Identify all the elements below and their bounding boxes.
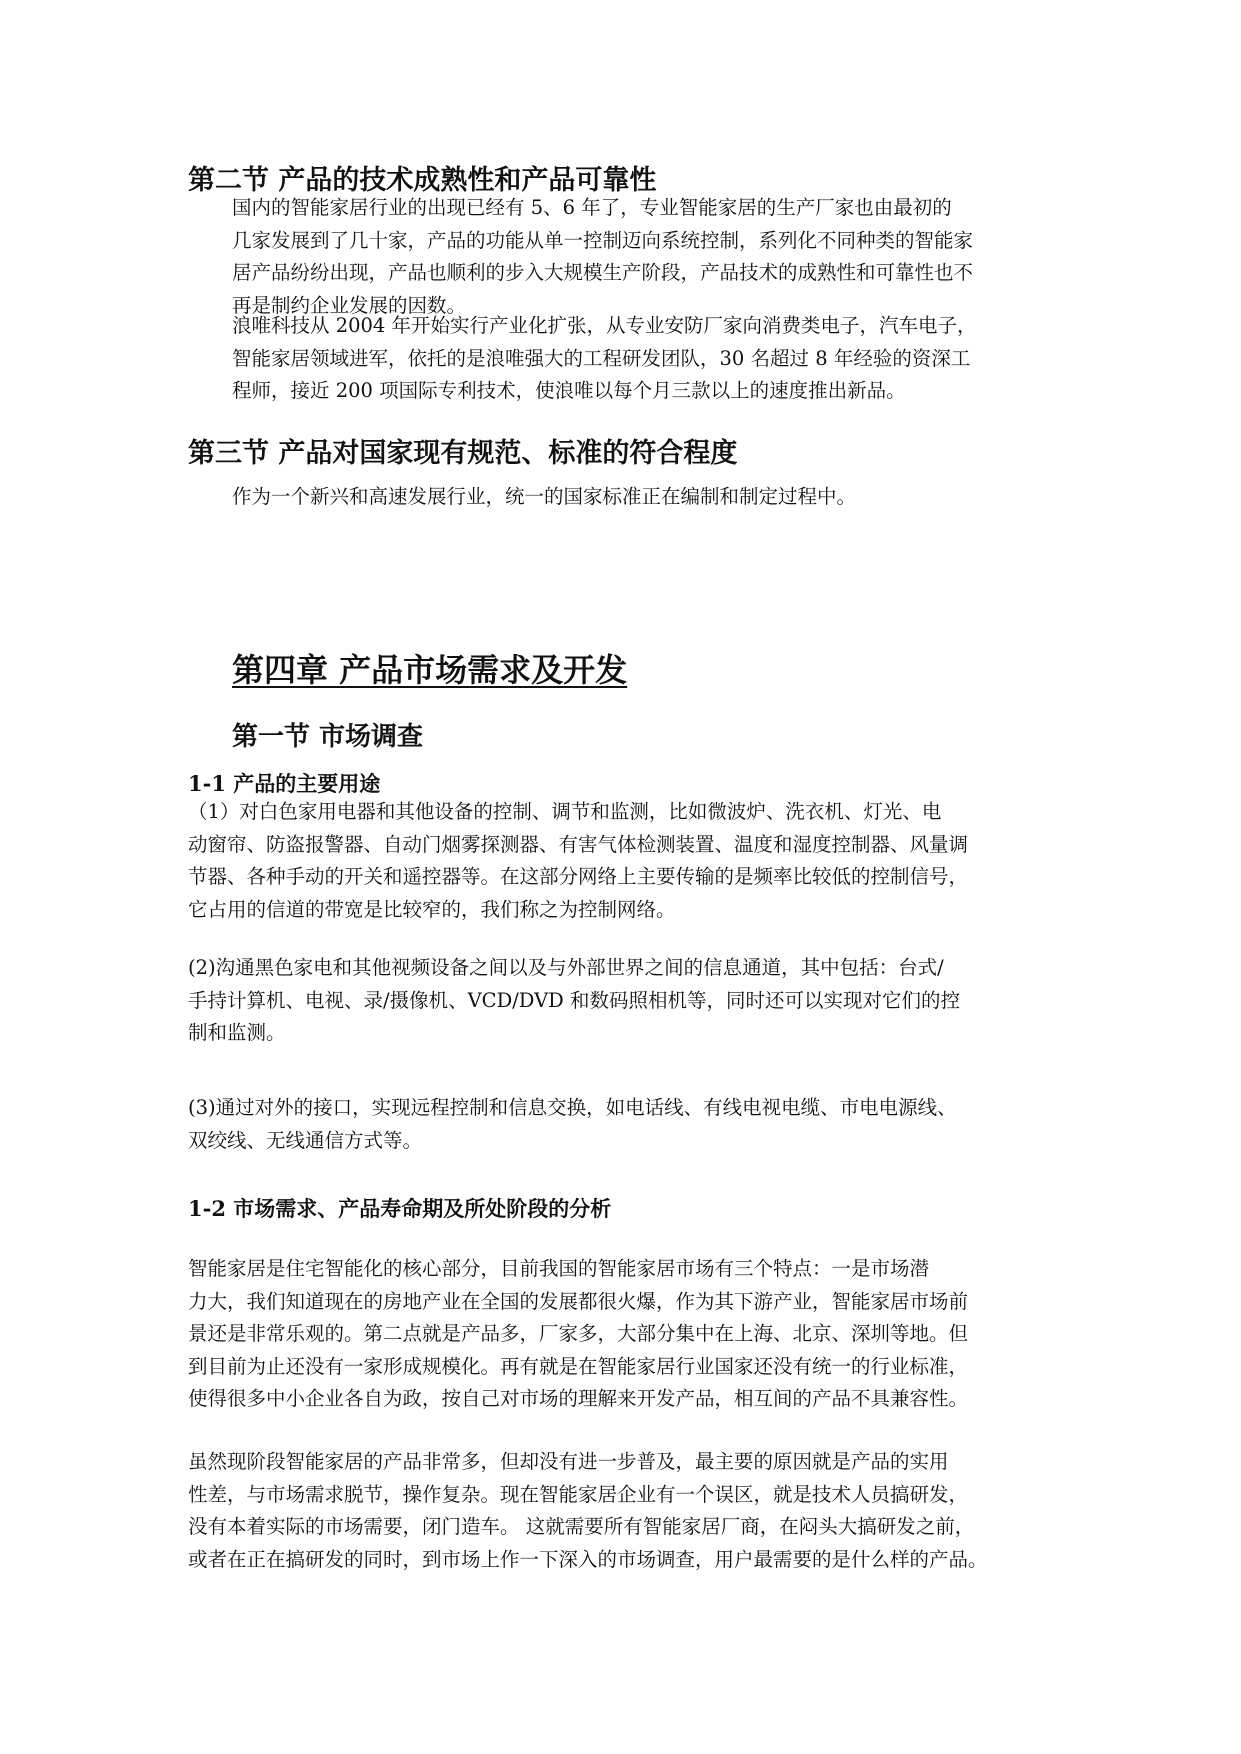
market-paragraph-1: 智能家居是住宅智能化的核心部分，目前我国的智能家居市场有三个特点：一是市场潜 力大，我们知道现在的房地产业在全国的发展都很火爆，作为其下游产业，智能家居市场前 景还是非常乐观的。第二点就是产品多，厂家多，大部分集中在上海、北京、深圳等地。但 到目前为止还没有一家形成规模化。再有就是在智能家居行业国家还没有统一的行业标准， 使得很多中小企业各自为政，按自己对市场的理解来开发产品，相互间的产品不具兼容性。 <box>188 1257 969 1410</box>
section3-paragraph: 作为一个新兴和高速发展行业，统一的国家标准正在编制和制定过程中。 <box>232 485 857 508</box>
section2-paragraph-1: 国内的智能家居行业的出现已经有 5、6 年了，专业智能家居的生产厂家也由最初的 几家发展到了几十家，产品的功能从单一控制迈向系统控制，系列化不同种类的智能家 居产品纷纷出现，产品也顺利的步入大规模生产阶段，产品技术的成熟性和可靠性也不 再是制约企业发展的因数。 <box>232 196 974 317</box>
usage-item-1: （1）对白色家用电器和其他设备的控制、调节和监测，比如微波炉、洗衣机、灯光、电 动窗帘、防盗报警器、自动门烟雾探测器、有害气体检测装置、温度和湿度控制器、风量调 节器、各种手动的开关和遥控器等。在这部分网络上主要传输的是频率比较低的控制信号， 它占用的信道的带宽是比较窄的，我们称之为控制网络。 <box>188 800 969 921</box>
usage-item-2: (2)沟通黑色家电和其他视频设备之间以及与外部世界之间的信息通道，其中包括：台式/ 手持计算机、电视、录/摄像机、VCD/DVD 和数码照相机等，同时还可以实现对它们的控 制和监测。 <box>188 956 960 1044</box>
chapter4-section1-heading: 第一节 市场调查 <box>232 722 424 752</box>
market-paragraph-2: 虽然现阶段智能家居的产品非常多，但却没有进一步普及，最主要的原因就是产品的实用 性差，与市场需求脱节，操作复杂。现在智能家居企业有一个误区，就是技术人员搞研发， 没有本着实际的市场需要，闭门造车。 这就需要所有智能家居厂商，在闷头大搞研发之前， 或者在正在搞研发的同时，到市场上作一下深入的市场调查，用户最需要的是什么样的产品。 <box>188 1450 988 1571</box>
subsection-1-1-heading: 1-1 产品的主要用途 <box>188 771 381 796</box>
subsection-1-2-heading: 1-2 市场需求、产品寿命期及所处阶段的分析 <box>188 1196 612 1221</box>
chapter4-heading: 第四章 产品市场需求及开发 <box>232 651 628 689</box>
usage-item-3: (3)通过对外的接口，实现远程控制和信息交换，如电话线、有线电视电缆、市电电源线、 双绞线、无线通信方式等。 <box>188 1096 957 1152</box>
section3-heading: 第三节 产品对国家现有规范、标准的符合程度 <box>188 438 738 469</box>
section2-paragraph-2: 浪唯科技从 2004 年开始实行产业化扩张，从专业安防厂家向消费类电子，汽车电子， 智能家居领域进军，依托的是浪唯强大的工程研发团队，30 名超过 8 年经验的资深工 程师，接近 200 项国际专利技术，使浪唯以每个月三款以上的速度推出新品。 <box>232 314 977 402</box>
section2-heading: 第二节 产品的技术成熟性和产品可靠性 <box>188 165 657 196</box>
